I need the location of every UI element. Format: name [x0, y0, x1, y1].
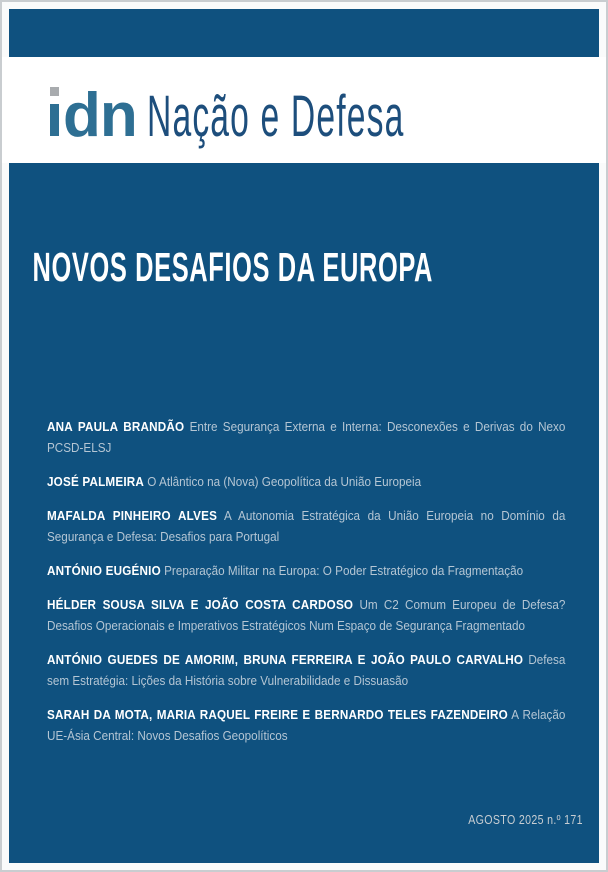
article-authors: SARAH DA MOTA, MARIA RAQUEL FREIRE E BERNARDO TELES FAZENDEIRO [47, 707, 508, 722]
article-title: A Relação UE-Ásia Central: Novos Desafios Geopolíticos [47, 707, 566, 743]
article-entry [47, 560, 565, 581]
masthead [2, 57, 606, 163]
article-title: A Autonomia Estratégica da União Europeia no Domínio da Segurança e Defesa: Desafios para Portugal [47, 508, 566, 544]
journal-name: Nação e Defesa [146, 84, 405, 149]
article-entry [47, 594, 565, 636]
article-authors: ANA PAULA BRANDÃO [47, 419, 185, 434]
article-authors: ANTÓNIO GUEDES DE AMORIM, BRUNA FERREIRA E JOÃO PAULO CARVALHO [47, 652, 524, 667]
idn-logo [50, 81, 137, 150]
article-authors: ANTÓNIO EUGÉNIO [47, 563, 161, 578]
logo-letter-i [50, 87, 59, 136]
article-title: Preparação Militar na Europa: O Poder Estratégico da Fragmentação [164, 563, 524, 578]
article-title: O Atlântico na (Nova) Geopolítica da União Europeia [147, 474, 422, 489]
article-authors: HÉLDER SOUSA SILVA E JOÃO COSTA CARDOSO [47, 597, 354, 612]
article-entry [47, 416, 565, 458]
article-authors: MAFALDA PINHEIRO ALVES [47, 508, 218, 523]
top-band [9, 9, 599, 57]
cover-title: NOVOS DESAFIOS DA EUROPA [32, 244, 434, 290]
article-entry [47, 471, 565, 492]
logo-i-dot-icon [50, 87, 59, 96]
logo-i-stem [50, 104, 59, 136]
article-title: Defesa sem Estratégia: Lições da História sobre Vulnerabilidade e Dissuasão [47, 652, 566, 688]
article-entry [47, 704, 565, 746]
issue-label: AGOSTO 2025 n.º 171 [468, 813, 583, 827]
logo-acronym-tail: dn [63, 81, 137, 150]
article-entry [47, 505, 565, 547]
article-title: Um C2 Comum Europeu de Defesa? Desafios Operacionais e Imperativos Estratégicos Num Espaço de Segurança Fragmentado [47, 597, 566, 633]
cover-body [9, 163, 599, 863]
article-list [47, 416, 565, 746]
article-entry [47, 649, 565, 691]
article-authors: JOSÉ PALMEIRA [47, 474, 145, 489]
article-title: Entre Segurança Externa e Interna: Desconexões e Derivas do Nexo PCSD-ELSJ [47, 419, 566, 455]
